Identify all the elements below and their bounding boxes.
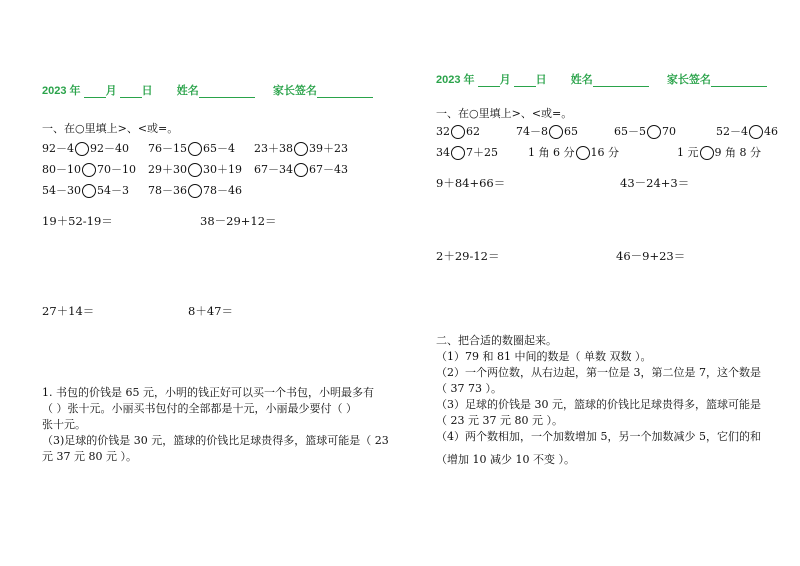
right-year: 2023 年 [436, 74, 475, 86]
compare-circle[interactable] [549, 125, 563, 139]
compare-circle[interactable] [700, 146, 714, 160]
left-sign-label: 家长签名 [272, 85, 317, 97]
right-q3-options: （ 23 元 37 元 80 元 ）。 [436, 414, 563, 427]
right-calc-1: 9＋84+66＝ [436, 176, 506, 190]
left-name-blank[interactable] [199, 86, 255, 98]
left-compare-row-2: 80－10 70－10 [42, 163, 136, 176]
left-page-header [42, 84, 373, 98]
compare-circle[interactable] [576, 146, 590, 160]
compare-circle[interactable] [294, 142, 308, 156]
right-day: 日 [535, 74, 547, 86]
left-word-problem-line1: 1. 书包的价钱是 65 元，小明的钱正好可以买一个书包，小明最多有 [42, 386, 374, 399]
left-compare-item: 29＋30 30＋19 [148, 163, 242, 176]
compare-circle[interactable] [188, 163, 202, 177]
compare-circle[interactable] [188, 142, 202, 156]
compare-circle[interactable] [188, 184, 202, 198]
right-compare-item: 32 62 [436, 125, 480, 138]
right-calc-4: 46－9+23＝ [616, 249, 686, 263]
right-name-label: 姓名 [570, 74, 593, 86]
right-compare-item: 52－4 46 [716, 125, 778, 138]
left-year: 2023 年 [42, 85, 81, 97]
right-month: 月 [499, 74, 511, 86]
left-name-label: 姓名 [176, 85, 199, 97]
right-section1-title: 一、在○里填上>、<或=。 [436, 107, 573, 120]
left-compare-item: 78－36 78－46 [148, 184, 242, 197]
right-calc-3: 2＋29-12＝ [436, 249, 500, 263]
left-word-problem-line5: 元 37 元 80 元 ）。 [42, 450, 137, 463]
left-word-problem-line3: 张十元。 [42, 418, 86, 431]
left-word-problem-line4: （3)足球的价钱是 30 元，篮球的价钱比足球贵得多，篮球可能是（ 23 [42, 434, 389, 447]
left-compare-item: 23＋38 39＋23 [254, 142, 348, 155]
left-sign-blank[interactable] [317, 86, 373, 98]
compare-circle[interactable] [294, 163, 308, 177]
left-month-blank[interactable] [84, 86, 106, 98]
compare-circle[interactable] [451, 125, 465, 139]
right-page-header [436, 73, 767, 87]
left-compare-item: 67－34 67－43 [254, 163, 348, 176]
right-q2: （2）一个两位数，从右边起，第一位是 3，第二位是 7，这个数是 [436, 366, 761, 379]
left-calc-3: 27＋14＝ [42, 304, 95, 318]
right-month-blank[interactable] [478, 75, 500, 87]
left-month: 月 [105, 85, 117, 97]
left-calc-2: 38－29+12＝ [200, 214, 277, 228]
left-section1-title: 一、在○里填上>、<或=。 [42, 122, 179, 135]
right-calc-2: 43－24+3＝ [620, 176, 690, 190]
left-day-blank[interactable] [120, 86, 142, 98]
compare-circle[interactable] [647, 125, 661, 139]
right-q2-options: （ 37 73 ）。 [436, 382, 502, 395]
left-compare-row-1 [42, 142, 129, 156]
compare-circle[interactable] [82, 184, 96, 198]
right-compare-item: 74－8 65 [516, 125, 578, 138]
left-day: 日 [141, 85, 153, 97]
compare-circle[interactable] [75, 142, 89, 156]
right-compare-item: 34 7＋25 [436, 146, 498, 159]
right-section2-title: 二、把合适的数圈起来。 [436, 334, 557, 347]
right-name-blank[interactable] [593, 75, 649, 87]
right-compare-item: 1 元 9 角 8 分 [677, 146, 761, 159]
right-day-blank[interactable] [514, 75, 536, 87]
right-q4: （4）两个数相加，一个加数增加 5，另一个加数减少 5，它们的和 [436, 430, 761, 443]
right-compare-item: 1 角 6 分 16 分 [528, 146, 619, 159]
right-q1: （1）79 和 81 中间的数是（ 单数 双数 ）。 [436, 350, 652, 363]
left-calc-4: 8＋47＝ [188, 304, 233, 318]
left-compare-item: 76－15 65－4 [148, 142, 235, 155]
right-compare-item: 65－5 70 [614, 125, 676, 138]
left-word-problem-line2: （ ）张十元。小丽买书包付的全部都是十元，小丽最少要付（ ） [42, 402, 357, 415]
right-q3: （3）足球的价钱是 30 元，篮球的价钱比足球贵得多，篮球可能是 [436, 398, 761, 411]
left-expr-b: 92－40 [90, 142, 129, 155]
left-calc-1: 19＋52-19＝ [42, 214, 113, 228]
right-q4-options: （增加 10 减少 10 不变 ）。 [436, 453, 575, 466]
compare-circle[interactable] [82, 163, 96, 177]
left-expr-a: 92－4 [42, 142, 74, 155]
compare-circle[interactable] [451, 146, 465, 160]
compare-circle[interactable] [749, 125, 763, 139]
right-sign-label: 家长签名 [666, 74, 711, 86]
right-sign-blank[interactable] [711, 75, 767, 87]
left-compare-row-3: 54－30 54－3 [42, 184, 129, 197]
